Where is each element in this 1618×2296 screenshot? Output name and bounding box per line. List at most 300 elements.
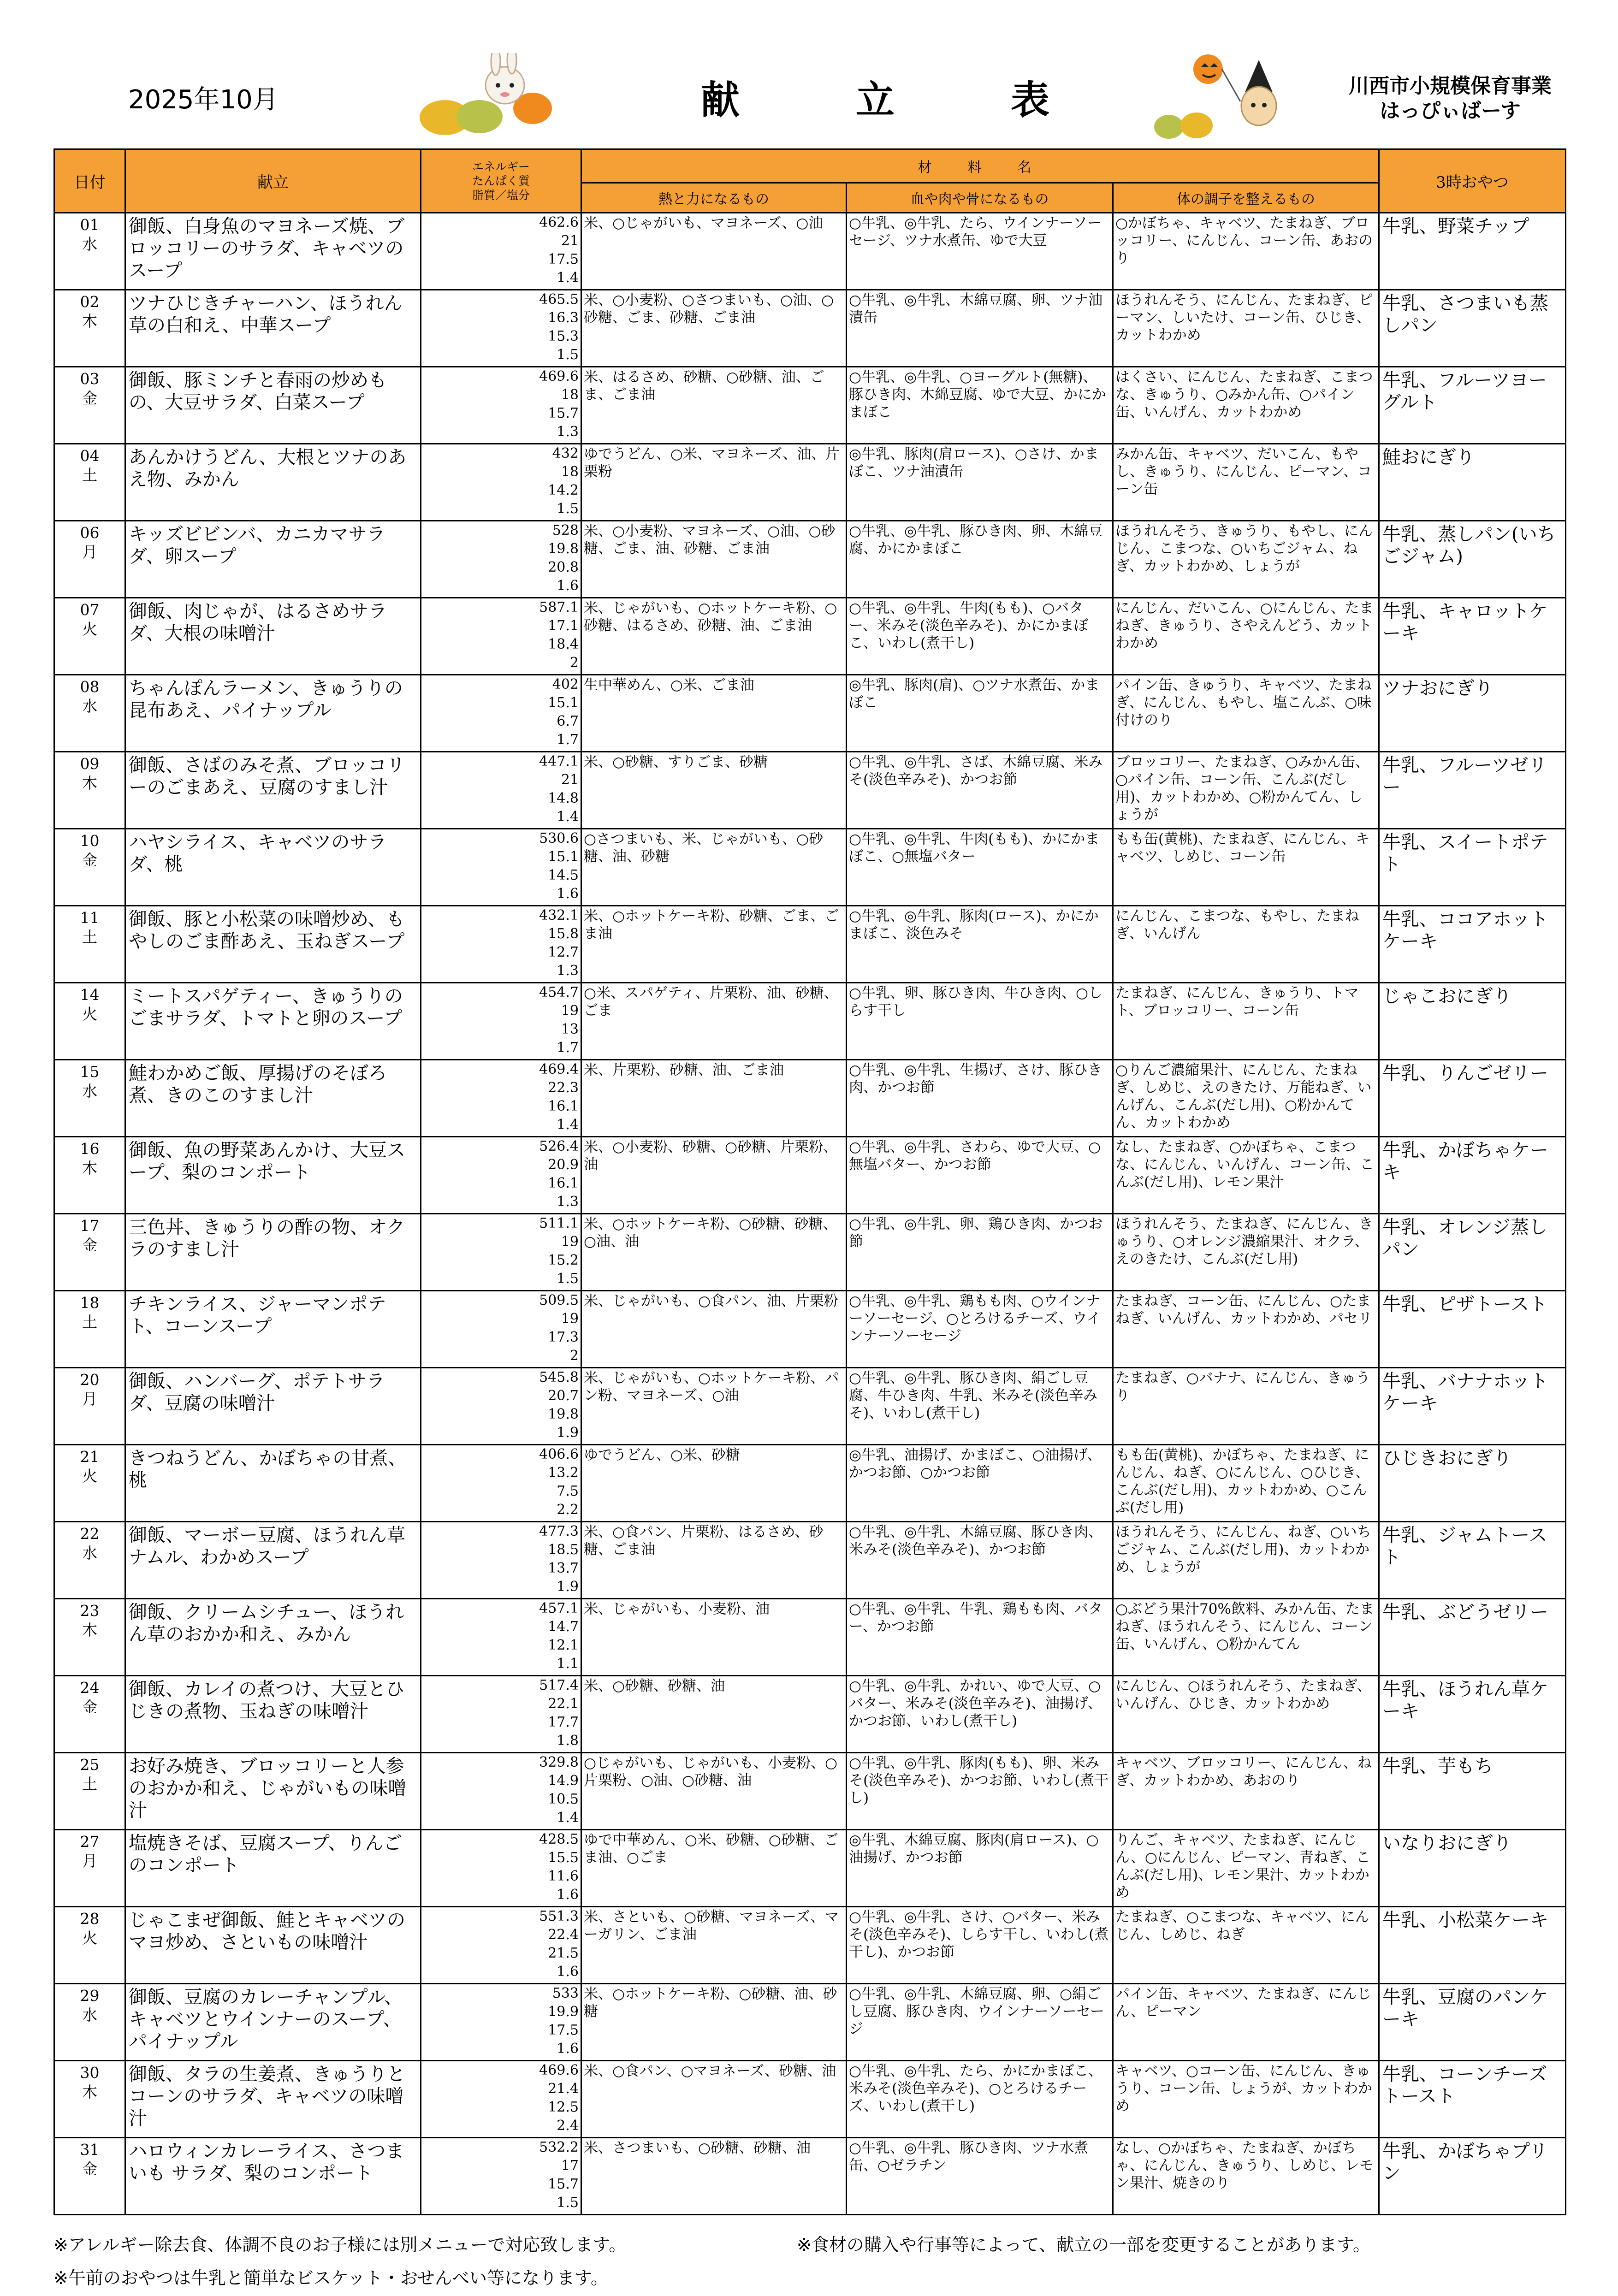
energy-value: 447.1 (539, 753, 579, 769)
weekday: 土 (82, 1313, 97, 1331)
body-ingredients-text: ブロッコリー、たまねぎ、○みかん缶、○パイン缶、コーン缶、こんぶ(だし用)、カットわかめ、○粉かんてん、しょうが (1115, 754, 1369, 823)
day-number: 25 (80, 1756, 100, 1774)
date-cell (54, 983, 125, 1060)
heat-ingredients-cell (581, 1291, 847, 1368)
protein-value: 15.1 (548, 849, 579, 865)
date-cell (54, 1599, 125, 1676)
table-row (54, 1137, 1566, 1214)
body-ingredients-text: にんじん、こまつな、もやし、たまねぎ、いんげん (1115, 908, 1359, 942)
date-cell (54, 367, 125, 444)
note-change: ※食材の購入や行事等によって、献立の一部を変更することがあります。 (797, 2235, 1371, 2255)
menu-text: ハロウィンカレーライス、さつまいも サラダ、梨のコンポート (129, 2141, 404, 2184)
blood-ingredients-cell (847, 1599, 1113, 1676)
nutrition-cell (421, 1907, 581, 1984)
snack-cell (1379, 675, 1566, 752)
energy-value: 428.5 (539, 1831, 579, 1847)
protein-value: 15.8 (548, 926, 579, 942)
energy-value: 329.8 (539, 1754, 579, 1770)
heat-ingredients-cell (581, 1753, 847, 1830)
nutrition-cell (421, 1137, 581, 1214)
blood-ingredients-text: ○牛乳、卵、豚ひき肉、牛ひき肉、○しらす干し (849, 985, 1103, 1019)
body-ingredients-cell (1113, 906, 1379, 983)
fat-value: 15.7 (548, 405, 579, 421)
snack-cell (1379, 213, 1566, 290)
body-ingredients-text: たまねぎ、にんじん、きゅうり、トマト、ブロッコリー、コーン缶 (1115, 985, 1359, 1019)
heat-ingredients-text: 米、○砂糖、すりごま、砂糖 (584, 754, 768, 770)
nutrition-cell (421, 1984, 581, 2061)
day-number: 06 (80, 524, 100, 542)
body-ingredients-text: ほうれんそう、にんじん、たまねぎ、ピーマン、しいたけ、コーン缶、ひじき、カットわかめ (1115, 292, 1373, 343)
body-ingredients-cell (1113, 1291, 1379, 1368)
blood-ingredients-cell (847, 1137, 1113, 1214)
fat-value: 14.8 (548, 790, 579, 806)
weekday: 木 (82, 774, 97, 792)
body-ingredients-cell (1113, 598, 1379, 675)
nutrition-cell (421, 752, 581, 829)
nutrition-cell (421, 675, 581, 752)
nutrition-cell (421, 829, 581, 906)
body-ingredients-cell (1113, 1599, 1379, 1676)
protein-value: 17.1 (548, 618, 579, 634)
salt-value: 1.4 (557, 270, 579, 286)
heat-ingredients-cell (581, 1368, 847, 1445)
nutrition-cell (421, 983, 581, 1060)
protein-value: 14.7 (548, 1619, 579, 1635)
day-number: 15 (80, 1063, 100, 1081)
body-ingredients-text: たまねぎ、コーン缶、にんじん、○たまねぎ、いんげん、カットわかめ、パセリ (1115, 1293, 1373, 1327)
menu-text: キッズビビンバ、カニカマサラダ、卵スープ (129, 524, 385, 567)
date-cell (54, 1522, 125, 1599)
blood-ingredients-cell (847, 367, 1113, 444)
salt-value: 1.5 (557, 501, 579, 517)
salt-value: 1.6 (557, 578, 579, 594)
body-ingredients-text: パイン缶、きゅうり、キャベツ、たまねぎ、にんじん、もやし、塩こんぶ、○味付けのり (1115, 677, 1372, 728)
heat-ingredients-text: ゆでうどん、○米、砂糖 (584, 1447, 740, 1463)
snack-cell (1379, 1368, 1566, 1445)
blood-ingredients-text: ○牛乳、◎牛乳、卵、鶏ひき肉、かつお節 (849, 1216, 1103, 1250)
heat-ingredients-text: 米、○小麦粉、マヨネーズ、○油、○砂糖、ごま、油、砂糖、ごま油 (584, 523, 836, 557)
blood-ingredients-cell (847, 598, 1113, 675)
weekday: 木 (82, 1621, 97, 1639)
body-ingredients-text: にんじん、○ほうれんそう、たまねぎ、いんげん、ひじき、カットわかめ (1115, 1678, 1371, 1712)
salt-value: 2 (569, 1348, 579, 1364)
protein-value: 17 (561, 2158, 579, 2174)
day-number: 24 (80, 1679, 100, 1697)
snack-text: 牛乳、キャロットケーキ (1382, 601, 1548, 644)
table-row (54, 444, 1566, 521)
menu-text: 三色丼、きゅうりの酢の物、オクラのすまし汁 (129, 1217, 405, 1260)
snack-cell (1379, 1214, 1566, 1291)
body-ingredients-cell (1113, 367, 1379, 444)
page-title (701, 69, 1050, 125)
blood-ingredients-cell (847, 1368, 1113, 1445)
menu-cell (125, 521, 421, 598)
menu-text: 御飯、魚の野菜あんかけ、大豆スープ、梨のコンポート (129, 1140, 405, 1183)
snack-cell (1379, 829, 1566, 906)
heat-ingredients-cell (581, 1522, 847, 1599)
menu-cell (125, 1137, 421, 1214)
energy-value: 457.1 (539, 1600, 579, 1616)
nutrition-cell (421, 1522, 581, 1599)
snack-text: 牛乳、スイートポテト (1382, 832, 1548, 875)
fat-value: 15.7 (548, 2176, 579, 2192)
snack-cell (1379, 906, 1566, 983)
page-header (0, 0, 1618, 152)
snack-cell (1379, 1599, 1566, 1676)
col-nutrition (421, 149, 581, 213)
menu-text: 御飯、豚と小松菜の味噌炒め、もやしのごま酢あえ、玉ねぎスープ (129, 909, 405, 952)
heat-ingredients-cell (581, 213, 847, 290)
date-cell (54, 598, 125, 675)
heat-ingredients-text: 米、○食パン、片栗粉、はるさめ、砂糖、ごま油 (584, 1524, 824, 1558)
weekday: 火 (82, 1929, 97, 1947)
date-cell (54, 1214, 125, 1291)
menu-cell (125, 2138, 421, 2215)
table-row (54, 906, 1566, 983)
menu-table (53, 148, 1566, 2215)
heat-ingredients-cell (581, 1907, 847, 1984)
protein-value: 19 (561, 1003, 579, 1019)
weekday: 金 (82, 1698, 97, 1716)
date-cell (54, 444, 125, 521)
menu-cell (125, 1753, 421, 1830)
energy-value: 532.2 (539, 2139, 579, 2155)
energy-value: 530.6 (539, 830, 579, 846)
menu-cell (125, 1984, 421, 2061)
day-number: 22 (80, 1525, 100, 1543)
fat-value: 17.7 (548, 1714, 579, 1730)
weekday: 土 (82, 928, 97, 946)
date-cell (54, 2138, 125, 2215)
menu-cell (125, 675, 421, 752)
nutrition-header-line: たんぱく質 (472, 174, 530, 188)
salt-value: 1.6 (557, 1964, 579, 1980)
salt-value: 2 (569, 655, 579, 671)
snack-text: 鮭おにぎり (1382, 447, 1475, 468)
day-number: 28 (80, 1910, 100, 1928)
snack-text: 牛乳、ぶどうゼリー (1382, 1602, 1548, 1623)
weekday: 水 (82, 1082, 97, 1100)
body-ingredients-cell (1113, 1830, 1379, 1907)
body-ingredients-cell (1113, 1753, 1379, 1830)
snack-text: 牛乳、オレンジ蒸しパン (1382, 1217, 1547, 1260)
protein-value: 15.1 (548, 695, 579, 711)
energy-value: 509.5 (539, 1292, 579, 1308)
col-body: 体の調子を整えるもの (1113, 183, 1379, 213)
heat-ingredients-cell (581, 2138, 847, 2215)
body-ingredients-cell (1113, 1984, 1379, 2061)
snack-cell (1379, 1291, 1566, 1368)
day-number: 17 (80, 1217, 100, 1235)
nutrition-cell (421, 1676, 581, 1753)
col-materials: 材 料 名 (581, 149, 1379, 183)
menu-cell (125, 1368, 421, 1445)
col-snack: 3時おやつ (1379, 149, 1566, 213)
snack-cell (1379, 290, 1566, 367)
date-cell (54, 752, 125, 829)
blood-ingredients-text: ○牛乳、◎牛乳、たら、ウインナーソーセージ、ツナ水煮缶、ゆで大豆 (849, 215, 1102, 249)
fat-value: 14.2 (548, 482, 579, 498)
table-row (54, 521, 1566, 598)
heat-ingredients-cell (581, 2061, 847, 2138)
body-ingredients-text: ほうれんそう、きゅうり、もやし、にんじん、こまつな、○いちごジャム、ねぎ、カットわかめ、しょうが (1115, 523, 1373, 574)
menu-cell (125, 752, 421, 829)
salt-value: 1.4 (557, 1810, 579, 1826)
salt-value: 2.2 (557, 1502, 579, 1518)
energy-value: 465.5 (539, 291, 579, 308)
heat-ingredients-cell (581, 752, 847, 829)
body-ingredients-cell (1113, 752, 1379, 829)
org-line-2: はっぴぃばーす (1380, 99, 1521, 123)
heat-ingredients-text: 米、さといも、○砂糖、マヨネーズ、マーガリン、ごま油 (584, 1909, 839, 1943)
blood-ingredients-text: ○牛乳、◎牛乳、豚肉(もも)、卵、米みそ(淡色辛みそ)、かつお節、いわし(煮干し) (849, 1755, 1109, 1806)
blood-ingredients-cell (847, 1214, 1113, 1291)
blood-ingredients-text: ○牛乳、◎牛乳、豚肉(ロース)、かにかまぼこ、淡色みそ (849, 908, 1099, 942)
blood-ingredients-cell (847, 675, 1113, 752)
blood-ingredients-cell (847, 290, 1113, 367)
nutrition-cell (421, 1060, 581, 1137)
menu-cell (125, 1676, 421, 1753)
heat-ingredients-text: 米、じゃがいも、○ホットケーキ粉、パン粉、マヨネーズ、○油 (584, 1370, 839, 1404)
month-label: 2025年10月 (128, 85, 279, 115)
snack-text: 牛乳、バナナホットケーキ (1382, 1371, 1548, 1414)
heat-ingredients-text: 生中華めん、○米、ごま油 (584, 677, 754, 693)
fat-value: 15.3 (548, 328, 579, 344)
energy-value: 551.3 (539, 1908, 579, 1924)
halloween-illustration (1153, 51, 1300, 143)
nutrition-cell (421, 598, 581, 675)
day-number: 27 (80, 1833, 100, 1851)
heat-ingredients-cell (581, 1984, 847, 2061)
blood-ingredients-text: ○牛乳、◎牛乳、さば、木綿豆腐、米みそ(淡色辛みそ)、かつお節 (849, 754, 1103, 788)
energy-value: 432 (552, 445, 579, 462)
snack-cell (1379, 752, 1566, 829)
weekday: 金 (82, 389, 97, 407)
heat-ingredients-cell (581, 598, 847, 675)
protein-value: 16.3 (548, 310, 579, 326)
body-ingredients-text: キャベツ、○コーン缶、にんじん、きゅうり、コーン缶、しょうが、カットわかめ (1115, 2063, 1373, 2114)
protein-value: 14.9 (548, 1773, 579, 1789)
nutrition-cell (421, 2061, 581, 2138)
body-ingredients-cell (1113, 1676, 1379, 1753)
heat-ingredients-cell (581, 1060, 847, 1137)
table-row (54, 752, 1566, 829)
fat-value: 19.8 (548, 1406, 579, 1422)
table-body (54, 213, 1566, 2215)
nutrition-cell (421, 290, 581, 367)
heat-ingredients-text: 米、○小麦粉、○さつまいも、○油、○砂糖、ごま、砂糖、ごま油 (584, 292, 834, 326)
heat-ingredients-text: ○米、スパゲティ、片栗粉、油、砂糖、ごま (584, 985, 838, 1019)
energy-value: 469.6 (539, 2062, 579, 2078)
snack-text: 牛乳、フルーツヨーグルト (1382, 370, 1547, 413)
date-cell (54, 213, 125, 290)
fat-value: 20.8 (548, 559, 579, 575)
day-number: 08 (80, 678, 100, 696)
snack-cell (1379, 2061, 1566, 2138)
energy-value: 587.1 (539, 599, 579, 615)
menu-cell (125, 290, 421, 367)
protein-value: 19.9 (548, 2004, 579, 2020)
salt-value: 1.9 (557, 1579, 579, 1595)
weekday: 火 (82, 1005, 97, 1023)
table-row (54, 367, 1566, 444)
date-cell (54, 1445, 125, 1522)
blood-ingredients-cell (847, 1984, 1113, 2061)
heat-ingredients-cell (581, 1445, 847, 1522)
blood-ingredients-cell (847, 2061, 1113, 2138)
weekday: 木 (82, 2083, 97, 2101)
date-cell (54, 906, 125, 983)
snack-cell (1379, 1984, 1566, 2061)
nutrition-cell (421, 1291, 581, 1368)
body-ingredients-cell (1113, 1522, 1379, 1599)
menu-cell (125, 829, 421, 906)
salt-value: 1.7 (557, 732, 579, 748)
nutrition-header-line: 脂質／塩分 (472, 189, 530, 202)
fat-value: 10.5 (548, 1791, 579, 1807)
body-ingredients-cell (1113, 2061, 1379, 2138)
menu-cell (125, 213, 421, 290)
protein-value: 13.2 (548, 1465, 579, 1481)
protein-value: 19 (561, 1311, 579, 1327)
day-number: 01 (80, 216, 100, 234)
salt-value: 1.5 (557, 347, 579, 363)
nutrition-cell (421, 1368, 581, 1445)
energy-value: 545.8 (539, 1369, 579, 1385)
heat-ingredients-cell (581, 1214, 847, 1291)
heat-ingredients-text: 米、○砂糖、砂糖、油 (584, 1678, 725, 1694)
salt-value: 1.9 (557, 1425, 579, 1441)
menu-cell (125, 1291, 421, 1368)
heat-ingredients-cell (581, 675, 847, 752)
fat-value: 14.5 (548, 867, 579, 883)
note-morning-snack: ※午前のおやつは牛乳と簡単なビスケット・おせんべい等になります。 (53, 2268, 609, 2288)
fat-value: 13.7 (548, 1560, 579, 1576)
fat-value: 17.5 (548, 251, 579, 267)
energy-value: 432.1 (539, 907, 579, 923)
menu-text: チキンライス、ジャーマンポテト、コーンスープ (129, 1294, 386, 1337)
heat-ingredients-cell (581, 290, 847, 367)
nutrition-cell (421, 1599, 581, 1676)
snack-cell (1379, 1830, 1566, 1907)
energy-value: 469.4 (539, 1061, 579, 1077)
blood-ingredients-text: ○牛乳、◎牛乳、豚ひき肉、卵、木綿豆腐、かにかまぼこ (849, 523, 1103, 557)
blood-ingredients-cell (847, 829, 1113, 906)
day-number: 14 (80, 986, 100, 1004)
snack-text: 牛乳、かぼちゃケーキ (1382, 1140, 1548, 1183)
menu-text: ハヤシライス、キャベツのサラダ、桃 (129, 832, 387, 875)
heat-ingredients-text: 米、○食パン、○マヨネーズ、砂糖、油 (584, 2063, 836, 2079)
protein-value: 20.9 (548, 1157, 579, 1173)
body-ingredients-cell (1113, 829, 1379, 906)
snack-cell (1379, 1445, 1566, 1522)
day-number: 11 (80, 909, 100, 927)
date-cell (54, 1830, 125, 1907)
protein-value: 21.4 (548, 2081, 579, 2097)
protein-value: 21 (561, 233, 579, 249)
weekday: 土 (82, 1775, 97, 1793)
menu-text: 御飯、マーボー豆腐、ほうれん草ナムル、わかめスープ (129, 1525, 405, 1568)
menu-cell (125, 1830, 421, 1907)
body-ingredients-text: りんご、キャベツ、たまねぎ、にんじん、○にんじん、ピーマン、青ねぎ、こんぶ(だし用)、レモン果汁、カットわかめ (1115, 1832, 1370, 1901)
body-ingredients-cell (1113, 1137, 1379, 1214)
salt-value: 1.5 (557, 1271, 579, 1287)
date-cell (54, 1676, 125, 1753)
protein-value: 18.5 (548, 1542, 579, 1558)
menu-cell (125, 598, 421, 675)
heat-ingredients-text: 米、○じゃがいも、マヨネーズ、○油 (584, 215, 823, 231)
date-cell (54, 521, 125, 598)
body-ingredients-text: パイン缶、キャベツ、たまねぎ、にんじん、ピーマン (1115, 1986, 1371, 2020)
blood-ingredients-text: ○牛乳、◎牛乳、さけ、○バター、米みそ(淡色辛みそ)、しらす干し、いわし(煮干し)、かつお節 (849, 1909, 1109, 1960)
heat-ingredients-cell (581, 829, 847, 906)
table-row (54, 1676, 1566, 1753)
day-number: 21 (80, 1448, 100, 1466)
body-ingredients-text: にんじん、だいこん、○にんじん、たまねぎ、きゅうり、さやえんどう、カットわかめ (1115, 600, 1374, 651)
nutrition-cell (421, 1214, 581, 1291)
weekday: 月 (82, 543, 97, 561)
nutrition-cell (421, 1445, 581, 1522)
body-ingredients-text: なし、○かぼちゃ、たまねぎ、かぼちゃ、にんじん、きゅうり、しめじ、レモン果汁、焼きのり (1115, 2140, 1374, 2191)
blood-ingredients-text: ○牛乳、◎牛乳、木綿豆腐、卵、ツナ油漬缶 (849, 292, 1103, 326)
energy-value: 477.3 (539, 1523, 579, 1539)
date-cell (54, 1060, 125, 1137)
blood-ingredients-cell (847, 1830, 1113, 1907)
table-row (54, 829, 1566, 906)
day-number: 16 (80, 1140, 100, 1158)
body-ingredients-text: ○りんご濃縮果汁、にんじん、たまねぎ、しめじ、えのきたけ、万能ねぎ、いんげん、こんぶ(だし用)、○粉かんてん、カットわかめ (1115, 1062, 1372, 1131)
energy-value: 526.4 (539, 1138, 579, 1154)
nutrition-cell (421, 367, 581, 444)
table-row (54, 290, 1566, 367)
heat-ingredients-text: 米、じゃがいも、小麦粉、油 (584, 1601, 770, 1617)
title-char-2: 立 (856, 77, 896, 123)
menu-text: きつねうどん、かぼちゃの甘煮、桃 (129, 1448, 407, 1491)
blood-ingredients-cell (847, 521, 1113, 598)
heat-ingredients-text: 米、じゃがいも、○ホットケーキ粉、○砂糖、はるさめ、砂糖、油、ごま油 (584, 600, 837, 634)
menu-cell (125, 2061, 421, 2138)
day-number: 18 (80, 1294, 100, 1312)
menu-cell (125, 1522, 421, 1599)
menu-text: 御飯、豚ミンチと春雨の炒めもの、大豆サラダ、白菜スープ (129, 370, 387, 413)
blood-ingredients-text: ○牛乳、◎牛乳、豚ひき肉、ツナ水煮缶、○ゼラチン (849, 2140, 1089, 2174)
snack-text: 牛乳、りんごゼリー (1382, 1063, 1548, 1084)
protein-value: 19 (561, 1234, 579, 1250)
snack-text: 牛乳、コーンチーズトースト (1382, 2064, 1547, 2107)
table-row (54, 1445, 1566, 1522)
weekday: 水 (82, 697, 97, 715)
protein-value: 18 (561, 387, 579, 403)
blood-ingredients-text: ○牛乳、◎牛乳、○ヨーグルト(無糖)、豚ひき肉、木綿豆腐、ゆで大豆、かにかまぼこ (849, 369, 1106, 420)
menu-cell (125, 1907, 421, 1984)
protein-value: 19.8 (548, 541, 579, 557)
fat-value: 15.2 (548, 1252, 579, 1268)
snack-cell (1379, 1137, 1566, 1214)
blood-ingredients-text: ○牛乳、◎牛乳、牛肉(もも)、○バター、米みそ(淡色辛みそ)、かにかまぼこ、いわし(煮干し) (849, 600, 1088, 651)
body-ingredients-cell (1113, 2138, 1379, 2215)
day-number: 10 (80, 832, 100, 850)
protein-value: 22.4 (548, 1927, 579, 1943)
blood-ingredients-cell (847, 1291, 1113, 1368)
blood-ingredients-text: ○牛乳、◎牛乳、牛乳、鶏もも肉、バター、かつお節 (849, 1601, 1103, 1635)
weekday: 水 (82, 1544, 97, 1562)
blood-ingredients-cell (847, 444, 1113, 521)
heat-ingredients-text: ゆでうどん、○米、マヨネーズ、油、片栗粉 (584, 446, 840, 480)
energy-value: 517.4 (539, 1677, 579, 1693)
blood-ingredients-text: ◎牛乳、油揚げ、かまぼこ、○油揚げ、かつお節、○かつお節 (849, 1447, 1102, 1481)
energy-value: 469.6 (539, 368, 579, 385)
weekday: 火 (82, 1467, 97, 1485)
